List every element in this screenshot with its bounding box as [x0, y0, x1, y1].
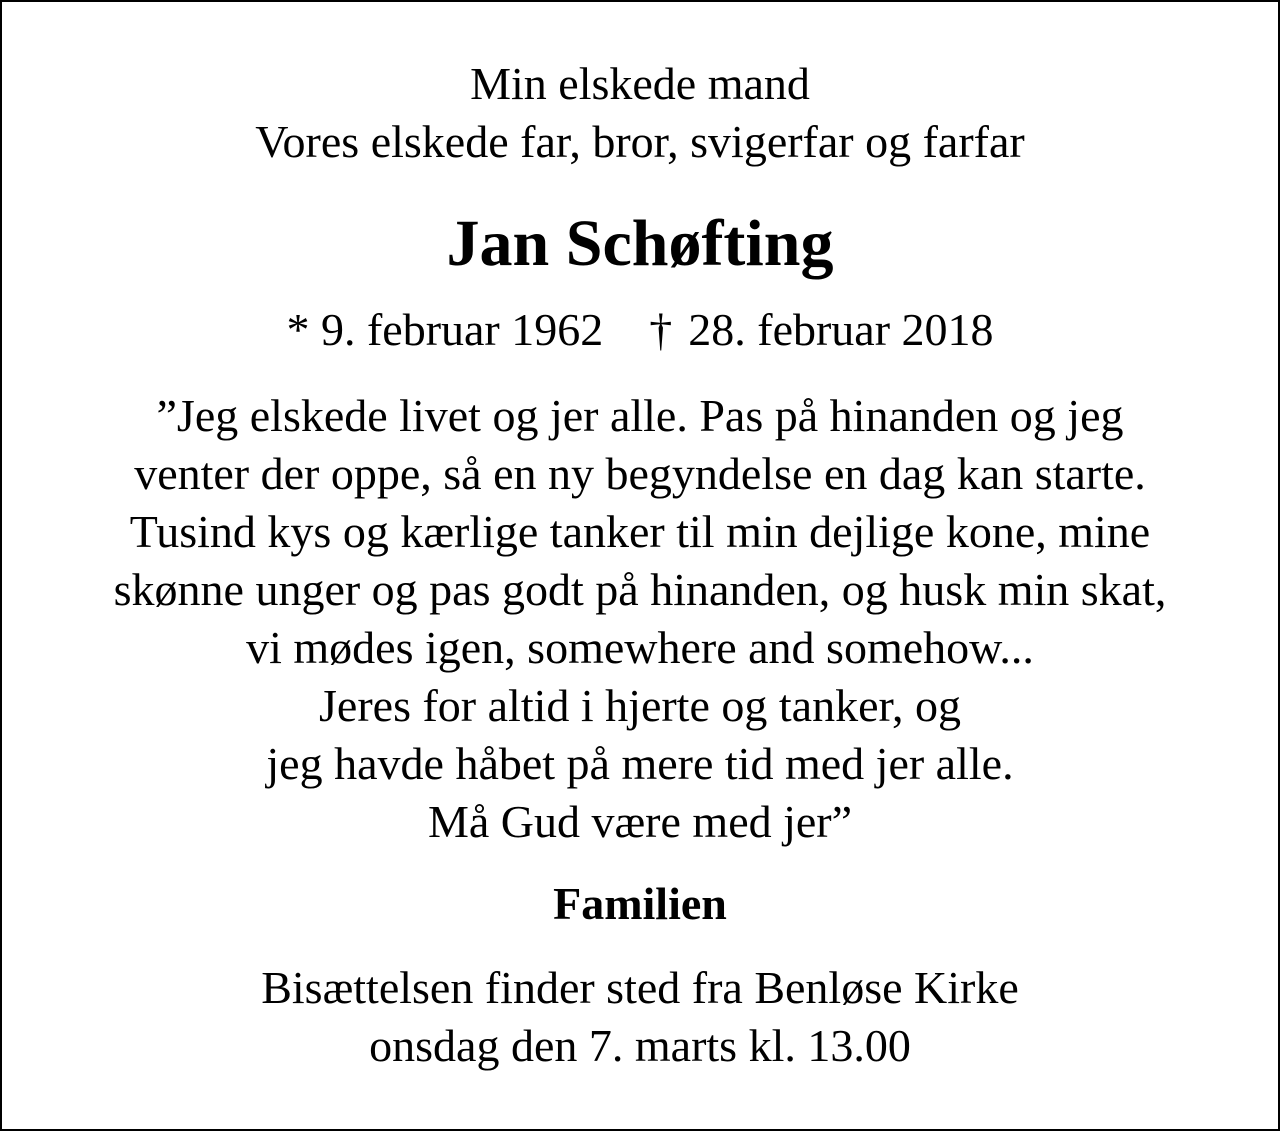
- quote-line: venter der oppe, så en ny begyndelse en dag kan starte.: [134, 448, 1146, 499]
- intro-line-2: Vores elskede far, bror, svigerfar og farfar: [255, 116, 1025, 167]
- quote-line: vi mødes igen, somewhere and somehow...: [246, 622, 1034, 673]
- death-date: 28. februar 2018: [688, 304, 994, 355]
- service-line-2: onsdag den 7. marts kl. 13.00: [369, 1020, 911, 1071]
- quote-line: Jeres for altid i hjerte og tanker, og: [319, 680, 961, 731]
- quote-line: ”Jeg elskede livet og jer alle. Pas på hinanden og jeg: [156, 390, 1124, 441]
- birth-date: * 9. februar 1962: [286, 304, 604, 355]
- family-signature: Familien: [553, 878, 727, 929]
- deceased-name: Jan Schøfting: [446, 207, 834, 280]
- intro-line-1: Min elskede mand: [470, 58, 810, 109]
- life-dates: [2, 302, 1278, 358]
- service-line-1: Bisættelsen finder sted fra Benløse Kirke: [261, 962, 1019, 1013]
- quote-line: Tusind kys og kærlige tanker til min dejlige kone, mine: [129, 506, 1151, 557]
- death-cross-symbol: †: [649, 304, 673, 355]
- quote-line: jeg havde håbet på mere tid med jer alle.: [266, 738, 1014, 789]
- quote-line: skønne unger og pas godt på hinanden, og husk min skat,: [113, 564, 1167, 615]
- quote-line: Må Gud være med jer”: [427, 796, 853, 847]
